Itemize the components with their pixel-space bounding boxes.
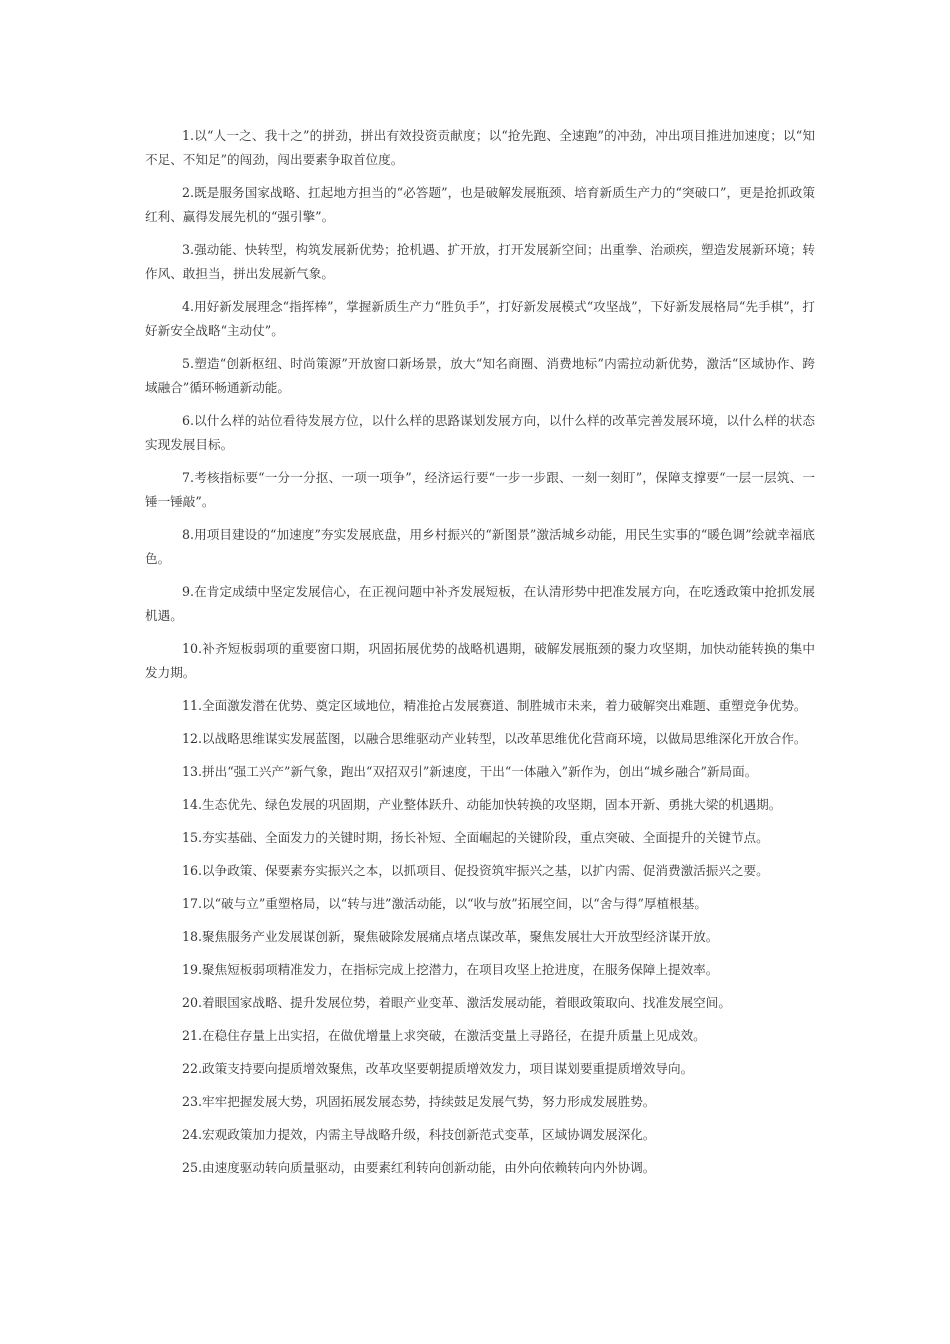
list-item-19: 19.聚焦短板弱项精准发力，在指标完成上挖潜力，在项目攻坚上抢进度，在服务保障上提效率。 [182,962,719,977]
list-item-15: 15.夯实基础、全面发力的关键时期，扬长补短、全面崛起的关键阶段，重点突破、全面提升的关键节点。 [182,830,769,845]
list-item-8: 8.用项目建设的“加速度”夯实发展底盘，用乡村振兴的“新图景”激活城乡动能，用民生实事的“暖色调”绘就幸福底色。 [145,527,815,566]
list-item-12: 12.以战略思维谋实发展蓝图，以融合思维驱动产业转型，以改革思维优化营商环境，以做局思维深化开放合作。 [182,731,807,746]
list-item-2: 2.既是服务国家战略、扛起地方担当的“必答题”，也是破解发展瓶颈、培育新质生产力的“突破口”，更是抢抓政策红利、赢得发展先机的“强引擎”。 [145,185,815,224]
list-item-21: 21.在稳住存量上出实招，在做优增量上求突破，在激活变量上寻路径，在提升质量上见成效。 [182,1028,706,1043]
list-item-10: 10.补齐短板弱项的重要窗口期，巩固拓展优势的战略机遇期，破解发展瓶颈的聚力攻坚期，加快动能转换的集中发力期。 [145,641,815,680]
list-item-3: 3.强动能、快转型，构筑发展新优势；抢机遇、扩开放，打开发展新空间；出重拳、治顽疾，塑造发展新环境；转作风、敢担当，拼出发展新气象。 [145,242,815,281]
list-item-14: 14.生态优先、绿色发展的巩固期，产业整体跃升、动能加快转换的攻坚期，固本开新、勇挑大梁的机遇期。 [182,797,782,812]
list-item-16: 16.以争政策、保要素夯实振兴之本，以抓项目、促投资筑牢振兴之基，以扩内需、促消费激活振兴之要。 [182,863,769,878]
list-item-5: 5.塑造“创新枢纽、时尚策源”开放窗口新场景，放大“知名商圈、消费地标”内需拉动新优势，激活“区域协作、跨域融合”循环畅通新动能。 [145,356,815,395]
list-item-25: 25.由速度驱动转向质量驱动，由要素红利转向创新动能，由外向依赖转向内外协调。 [182,1160,656,1175]
list-item-6: 6.以什么样的站位看待发展方位，以什么样的思路谋划发展方向，以什么样的改革完善发展环境，以什么样的状态实现发展目标。 [145,413,815,452]
list-item-1: 1.以“人一之、我十之”的拼劲，拼出有效投资贡献度；以“抢先跑、全速跑”的冲劲，冲出项目推进加速度；以“知不足、不知足”的闯劲，闯出要素争取首位度。 [145,128,815,167]
list-item-13: 13.拼出“强工兴产”新气象，跑出“双招双引”新速度，干出“一体融入”新作为，创出“城乡融合”新局面。 [182,764,758,779]
list-item-11: 11.全面激发潜在优势、奠定区域地位，精准抢占发展赛道、制胜城市未来，着力破解突出难题、重塑竞争优势。 [182,698,807,713]
list-item-24: 24.宏观政策加力提效，内需主导战略升级，科技创新范式变革，区域协调发展深化。 [182,1127,656,1142]
list-item-23: 23.牢牢把握发展大势，巩固拓展发展态势，持续鼓足发展气势，努力形成发展胜势。 [182,1094,656,1109]
list-item-7: 7.考核指标要“一分一分抠、一项一项争”，经济运行要“一步一步跟、一刻一刻盯”，保障支撑要“一层一层筑、一锤一锤敲”。 [145,470,815,509]
list-item-22: 22.政策支持要向提质增效聚焦，改革攻坚要朝提质增效发力，项目谋划要重提质增效导向。 [182,1061,694,1076]
document-body [145,124,815,1189]
list-item-17: 17.以“破与立”重塑格局，以“转与进”激活动能，以“收与放”拓展空间，以“舍与得”厚植根基。 [182,896,707,911]
list-item-9: 9.在肯定成绩中坚定发展信心，在正视问题中补齐发展短板，在认清形势中把准发展方向，在吃透政策中抢抓发展机遇。 [145,584,815,623]
list-item-18: 18.聚焦服务产业发展谋创新，聚焦破除发展痛点堵点谋改革，聚焦发展壮大开放型经济谋开放。 [182,929,719,944]
list-item-4: 4.用好新发展理念“指挥棒”，掌握新质生产力“胜负手”，打好新发展模式“攻坚战”，下好新发展格局“先手棋”，打好新安全战略“主动仗”。 [145,299,815,338]
list-item-20: 20.着眼国家战略、提升发展位势，着眼产业变革、激活发展动能，着眼政策取向、找准发展空间。 [182,995,731,1010]
